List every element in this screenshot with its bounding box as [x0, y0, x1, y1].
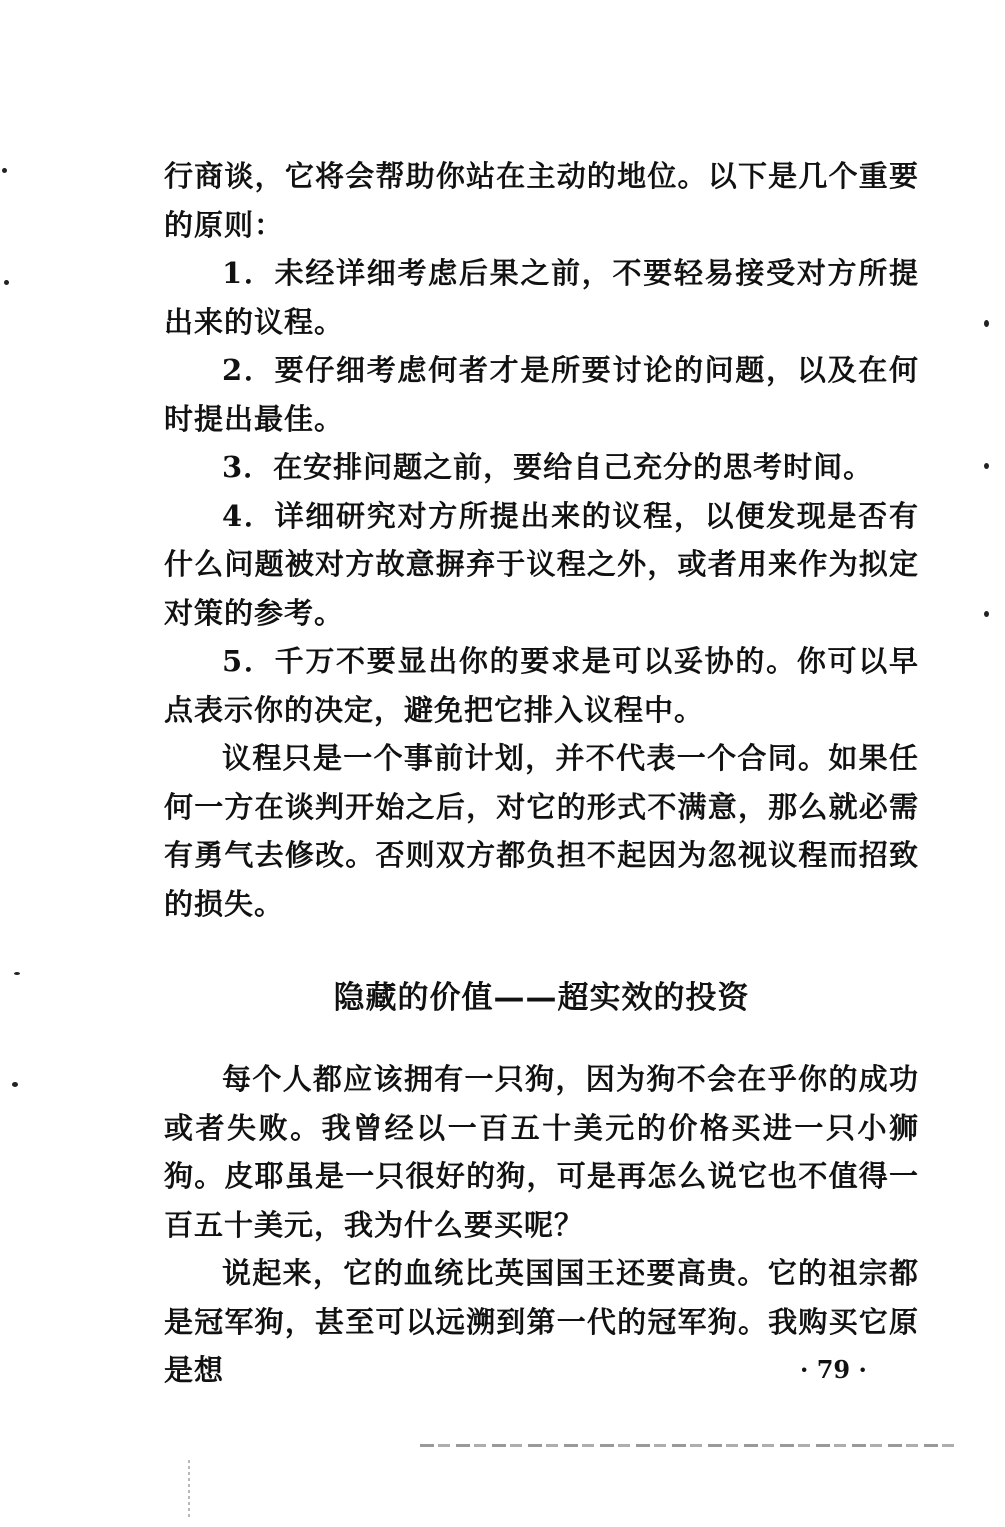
closing-paragraph: 议程只是一个事前计划，并不代表一个合同。如果任何一方在谈判开始之后，对它的形式不满意，那么就必需有勇气去修改。否则双方都负担不起因为忽视议程而招致的损失。: [164, 741, 919, 921]
scan-speck: [14, 972, 20, 975]
paragraph-continuation: 行商谈，它将会帮助你站在主动的地位。以下是几个重要的原则：: [164, 159, 919, 242]
scan-speck: [984, 320, 989, 327]
rule-4: 4．详细研究对方所提出来的议程，以便发现是否有什么问题被对方故意摒弃于议程之外，或者用来作为拟定对策的参考。: [164, 498, 919, 630]
rule-5: 5．千万不要显出你的要求是可以妥协的。你可以早点表示你的决定，避免把它排入议程中。: [164, 644, 919, 727]
scan-speck: [984, 463, 989, 469]
scan-speck: [984, 611, 989, 617]
scan-artifact-edge: [188, 1460, 190, 1520]
paragraph-dog-intro: 每个人都应该拥有一只狗，因为狗不会在乎你的成功或者失败。我曾经以一百五十美元的价格买进一只小狮狗。皮耶虽是一只很好的狗，可是再怎么说它也不值得一百五十美元，我为什么要买呢？: [164, 1062, 919, 1242]
body-section-1: [164, 152, 919, 928]
page-number: · 79 ·: [800, 1355, 867, 1384]
scan-artifact-line: [420, 1444, 960, 1447]
scan-speck: [12, 1082, 18, 1087]
rule-1: 1．未经详细考虑后果之前，不要轻易接受对方所提出来的议程。: [164, 256, 919, 339]
section-heading: 隐藏的价值——超实效的投资: [333, 980, 750, 1016]
body-section-2: [164, 1055, 919, 1395]
scan-speck: [4, 280, 9, 285]
rule-3: 3．在安排问题之前，要给自己充分的思考时间。: [222, 450, 874, 484]
rule-2: 2．要仔细考虑何者才是所要讨论的问题，以及在何时提出最佳。: [164, 353, 919, 436]
paragraph-dog-pedigree: 说起来，它的血统比英国国王还要高贵。它的祖宗都是冠军狗，甚至可以远溯到第一代的冠军狗。我购买它原是想: [164, 1256, 919, 1387]
scan-speck: [2, 168, 7, 173]
